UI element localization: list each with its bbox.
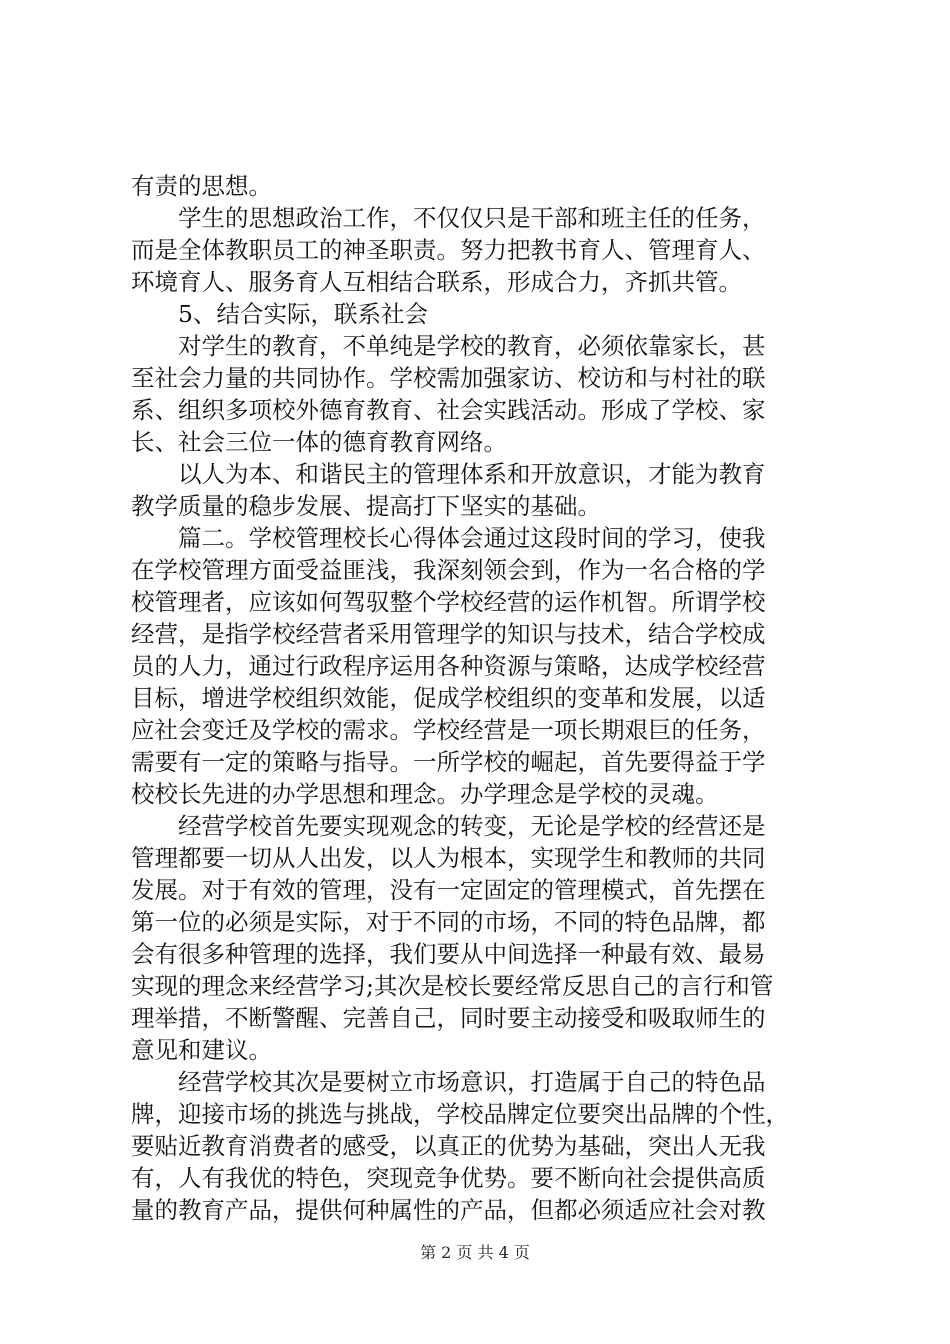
text-line: 发展。对于有效的管理，没有一定固定的管理模式，首先摆在 [131,876,766,904]
text-line: 以人为本、和谐民主的管理体系和开放意识，才能为教育 [131,460,766,488]
text-line: 会有很多种管理的选择，我们要从中间选择一种最有效、最易 [131,940,766,968]
text-line: 校校长先进的办学思想和理念。办学理念是学校的灵魂。 [131,780,719,808]
text-line: 牌，迎接市场的挑选与挑战，学校品牌定位要突出品牌的个性， [131,1100,789,1128]
text-line: 需要有一定的策略与指导。一所学校的崛起，首先要得益于学 [131,748,766,776]
text-line: 篇二。学校管理校长心得体会通过这段时间的学习，使我 [131,524,766,552]
section-heading: 5、结合实际，联系社会 [131,300,428,328]
text-line: 教学质量的稳步发展、提高打下坚实的基础。 [131,492,601,520]
text-line: 系、组织多项校外德育教育、社会实践活动。形成了学校、家 [131,396,766,424]
text-line: 实现的理念来经营学习;其次是校长要经常反思自己的言行和管 [131,972,774,1000]
text-line: 有责的思想。 [131,172,272,200]
text-line: 而是全体教职员工的神圣职责。努力把教书育人、管理育人、 [131,236,766,264]
text-line: 环境育人、服务育人互相结合联系，形成合力，齐抓共管。 [131,268,742,296]
text-line: 应社会变迁及学校的需求。学校经营是一项长期艰巨的任务， [131,716,766,744]
text-line: 目标，增进学校组织效能，促成学校组织的变革和发展，以适 [131,684,766,712]
text-line: 量的教育产品，提供何种属性的产品，但都必须适应社会对教 [131,1196,766,1224]
text-line: 在学校管理方面受益匪浅，我深刻领会到，作为一名合格的学 [131,556,766,584]
text-line: 至社会力量的共同协作。学校需加强家访、校访和与村社的联 [131,364,766,392]
text-line: 要贴近教育消费者的感受，以真正的优势为基础，突出人无我 [131,1132,766,1160]
text-line: 理举措，不断警醒、完善自己，同时要主动接受和吸取师生的 [131,1004,766,1032]
text-line: 长、社会三位一体的德育教育网络。 [131,428,507,456]
text-line: 经营，是指学校经营者采用管理学的知识与技术，结合学校成 [131,620,766,648]
text-line: 意见和建议。 [131,1036,272,1064]
text-line: 经营学校首先要实现观念的转变，无论是学校的经营还是 [131,812,766,840]
text-line: 校管理者，应该如何驾驭整个学校经营的运作机智。所谓学校 [131,588,766,616]
text-line: 经营学校其次是要树立市场意识，打造属于自己的特色品 [131,1068,766,1096]
text-line: 有，人有我优的特色，突现竞争优势。要不断向社会提供高质 [131,1164,766,1192]
text-line: 第一位的必须是实际，对于不同的市场，不同的特色品牌，都 [131,908,766,936]
text-line: 学生的思想政治工作，不仅仅只是干部和班主任的任务， [131,204,766,232]
text-line: 员的人力，通过行政程序运用各种资源与策略，达成学校经营 [131,652,766,680]
page-number-footer: 第 2 页 共 4 页 [420,1243,530,1262]
text-line: 对学生的教育，不单纯是学校的教育，必须依靠家长，甚 [131,332,766,360]
document-body [131,170,831,1226]
text-line: 管理都要一切从人出发，以人为根本，实现学生和教师的共同 [131,844,766,872]
